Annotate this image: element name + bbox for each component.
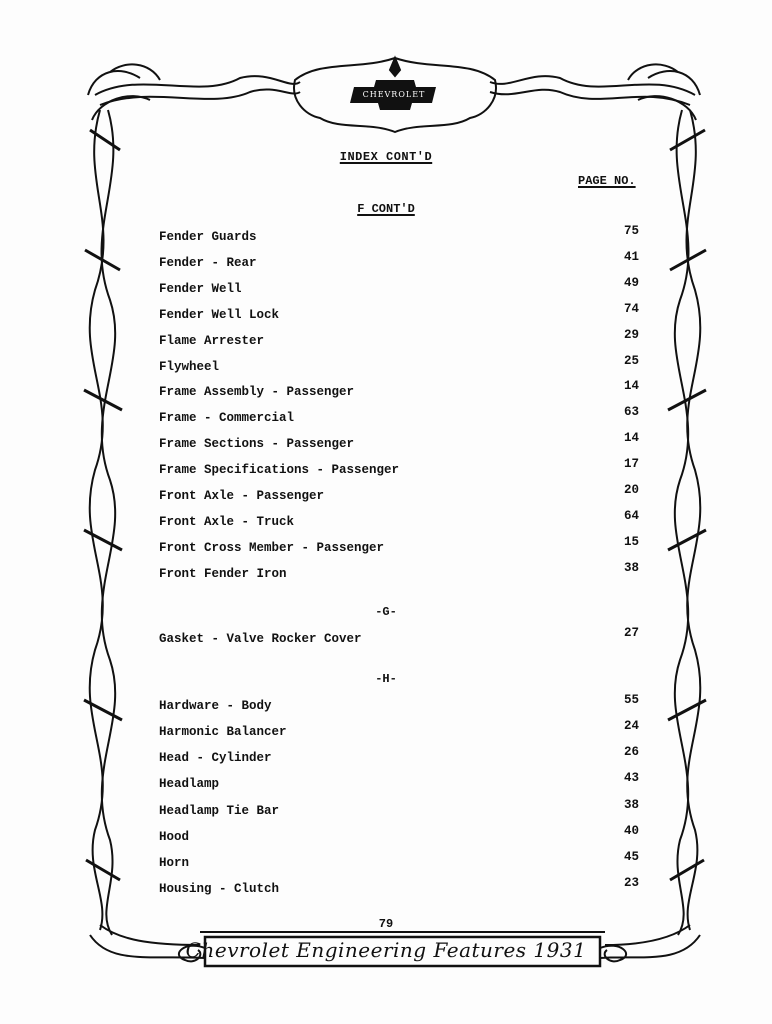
index-entry: Fender Well 49 — [159, 276, 639, 296]
index-entry: Front Cross Member - Passenger 15 — [159, 535, 639, 555]
index-entry: Flywheel 25 — [159, 354, 639, 374]
index-entry: Frame Specifications - Passenger 17 — [159, 457, 639, 477]
footer-banner: Chevrolet Engineering Features 1931 — [185, 938, 587, 962]
index-entry: Head - Cylinder 26 — [159, 745, 639, 765]
page-number-column-header: PAGE NO. — [578, 174, 636, 188]
index-entry: Hood 40 — [159, 824, 639, 844]
index-entry: Fender Guards 75 — [159, 224, 639, 244]
index-entry: Horn 45 — [159, 850, 639, 870]
index-entry: Flame Arrester 29 — [159, 328, 639, 348]
index-entry: Headlamp 43 — [159, 771, 639, 791]
index-entry: Fender - Rear 41 — [159, 250, 639, 270]
emblem-text: CHEVROLET — [362, 90, 426, 99]
section-heading-f: F CONT'D — [357, 202, 415, 216]
page-title: INDEX CONT'D — [339, 150, 433, 164]
index-entry: Frame Sections - Passenger 14 — [159, 431, 639, 451]
section-heading-g: -G- — [375, 605, 397, 619]
index-entry: Front Fender Iron 38 — [159, 561, 639, 581]
index-entry: Gasket - Valve Rocker Cover 27 — [159, 626, 639, 646]
index-entry: Frame - Commercial 63 — [159, 405, 639, 425]
index-entry: Harmonic Balancer 24 — [159, 719, 639, 739]
index-entry: Frame Assembly - Passenger 14 — [159, 379, 639, 399]
index-entry: Front Axle - Truck 64 — [159, 509, 639, 529]
section-heading-h: -H- — [375, 672, 397, 686]
index-entry: Fender Well Lock 74 — [159, 302, 639, 322]
index-entry: Hardware - Body 55 — [159, 693, 639, 713]
index-entry: Headlamp Tie Bar 38 — [159, 798, 639, 818]
index-entry: Front Axle - Passenger 20 — [159, 483, 639, 503]
index-entry: Housing - Clutch 23 — [159, 876, 639, 896]
page-number: 79 — [378, 917, 394, 931]
